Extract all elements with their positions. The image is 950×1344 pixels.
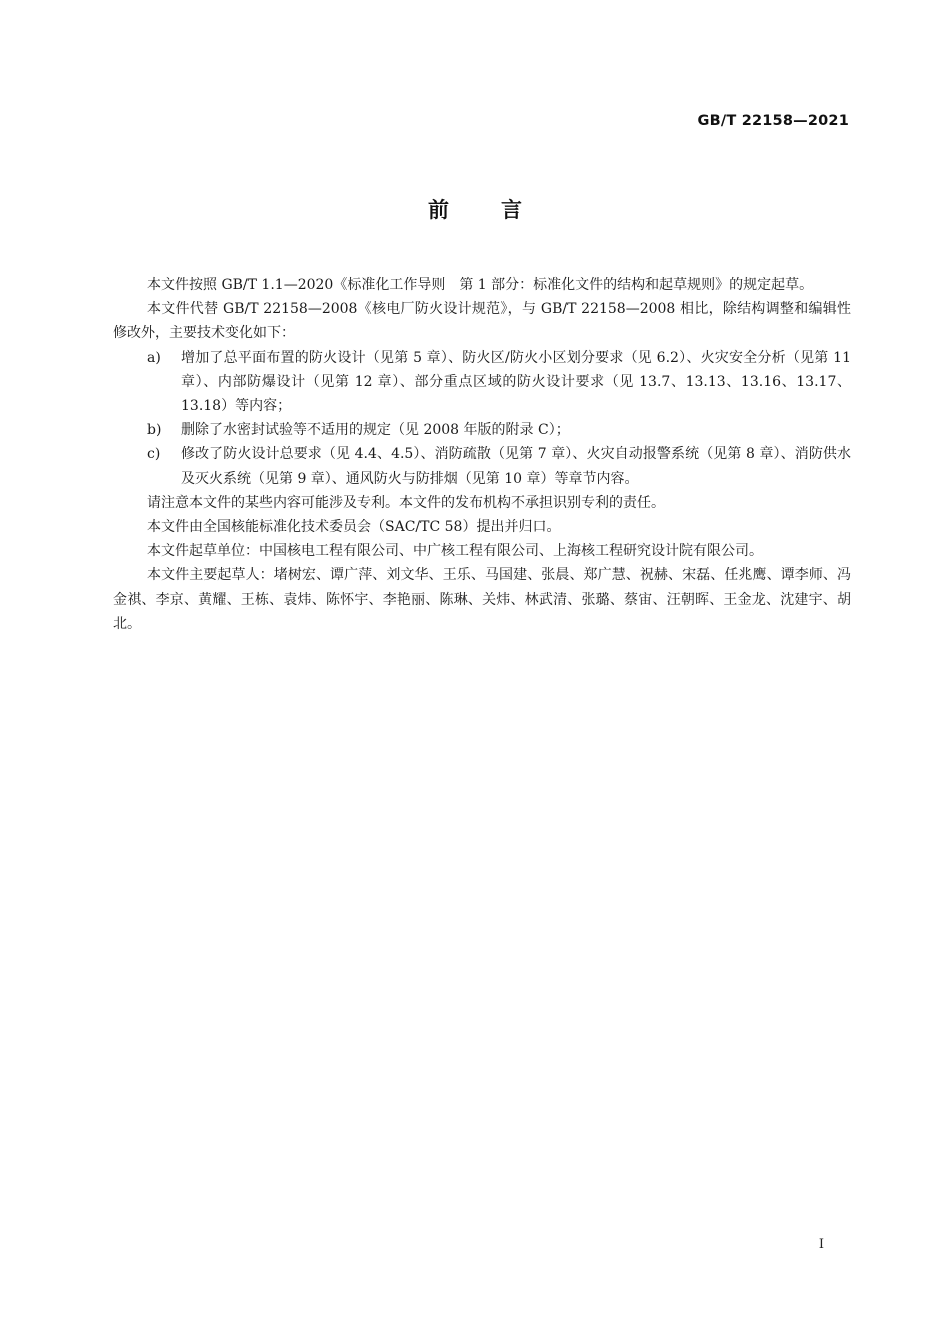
change-item-label: b) xyxy=(147,422,162,439)
change-item-label: a) xyxy=(147,349,161,366)
foreword-body xyxy=(113,273,851,636)
paragraph-replacement: 本文件代替 GB/T 22158—2008《核电厂防火设计规范》，与 GB/T 22158—2008 相比，除结构调整和编辑性修改外，主要技术变化如下： xyxy=(113,301,851,342)
change-item-a xyxy=(113,346,851,419)
change-item-text: 增加了总平面布置的防火设计（见第 5 章）、防火区/防火小区划分要求（见 6.2）、火灾安全分析（见第 11 章）、内部防爆设计（见第 12 章）、部分重点区域的防火设计要求（见 13.7、13.13、13.16、13.17、13.18）等内容； xyxy=(181,349,851,415)
page-number: I xyxy=(818,1237,824,1252)
change-item-c xyxy=(113,442,851,490)
paragraph-drafting-units: 本文件起草单位：中国核电工程有限公司、中广核工程有限公司、上海核工程研究设计院有限公司。 xyxy=(147,543,763,560)
change-item-text: 删除了水密封试验等不适用的规定（见 2008 年版的附录 C）； xyxy=(181,422,570,439)
standard-number: GB/T 22158—2021 xyxy=(697,113,849,129)
paragraph-proposer: 本文件由全国核能标准化技术委员会（SAC/TC 58）提出并归口。 xyxy=(147,519,561,536)
paragraph-drafters: 本文件主要起草人：堵树宏、谭广萍、刘文华、王乐、马国建、张晨、郑广慧、祝赫、宋磊、任兆鹰、谭李师、冯金祺、李京、黄耀、王栋、袁炜、陈怀宇、李艳丽、陈琳、关炜、林武清、张璐、蔡宙、汪朝晖、王金龙、沈建宇、胡北。 xyxy=(113,567,851,632)
change-item-text: 修改了防火设计总要求（见 4.4、4.5）、消防疏散（见第 7 章）、火灾自动报警系统（见第 8 章）、消防供水及灭火系统（见第 9 章）、通风防火与防排烟（见第 10 章）等章节内容。 xyxy=(181,446,851,487)
change-item-b xyxy=(113,418,851,442)
paragraph-patent-notice: 请注意本文件的某些内容可能涉及专利。本文件的发布机构不承担识别专利的责任。 xyxy=(147,494,665,511)
page-title: 前言 xyxy=(428,198,574,222)
change-item-label: c) xyxy=(147,446,161,463)
paragraph-drafting-rules: 本文件按照 GB/T 1.1—2020《标准化工作导则 第 1 部分：标准化文件的结构和起草规则》的规定起草。 xyxy=(147,277,814,293)
